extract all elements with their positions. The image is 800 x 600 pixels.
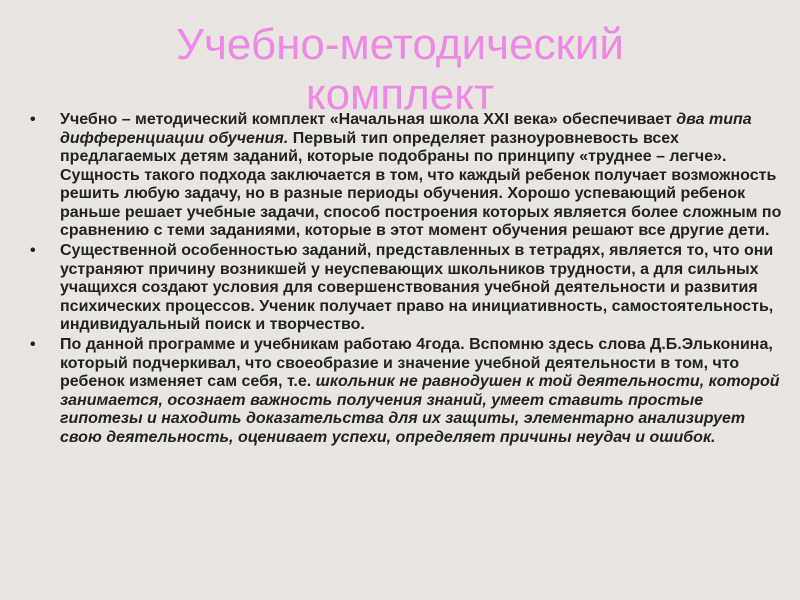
- bullet-item-1-text-rest: Первый тип определяет разноуровневость всех предлагаемых детям заданий, которые подобраны по принципу «труднее – легче». Сущность такого подхода заключается в том, что каждый ребенок получает возможность решить любую задачу, но в разные периоды обучения. Хорошо успевающий ребенок раньше решает учебные задачи, способ построения которых является более сложным по сравнению с теми заданиями, которые в этот момент обучения решают все другие дети.: [60, 129, 782, 239]
- bullet-marker: •: [30, 336, 36, 353]
- slide-title: [40, 20, 760, 120]
- bullet-item-3-emphasis: школьник не равнодушен к той деятельности, которой занимается, осознает важность получения знаний, умеет ставить простые гипотезы и находить доказательства для их защиты, элементарно анализирует свою деятельность, оценивает успехи, определяет причины неудач и ошибок.: [60, 373, 780, 446]
- bullet-marker: •: [30, 242, 36, 259]
- bullet-item-2-text: Существенной особенностью заданий, представленных в тетрадях, является то, что они устраняют причину возникшей у неуспевающих школьников трудности, а для сильных учащихся создают условия для совершенствования учебной деятельности и развития психических процессов. Ученик получает право на инициативность, самостоятельность, индивидуальный поиск и творчество.: [60, 242, 774, 333]
- bullet-item-3: [30, 336, 782, 447]
- bullet-item-1-emphasis: два типа дифференциации обучения.: [60, 111, 752, 147]
- slide-title-line-1: Учебно-методический: [176, 20, 624, 69]
- bullet-marker: •: [30, 111, 36, 128]
- slide-title-line-2: комплект: [305, 70, 495, 119]
- bullet-item-2: [30, 242, 782, 335]
- bullet-list: [30, 111, 782, 449]
- bullet-item-1-text: Учебно – методический комплект «Начальная школа XXI века» обеспечивает: [60, 111, 677, 128]
- bullet-item-3-text: По данной программе и учебникам работаю 4года. Вспомню здесь слова Д.Б.Эльконина, который подчеркивал, что своеобразие и значение учебной деятельности в том, что ребенок изменяет сам себя, т.е.: [60, 336, 773, 390]
- bullet-item-1: [30, 111, 782, 241]
